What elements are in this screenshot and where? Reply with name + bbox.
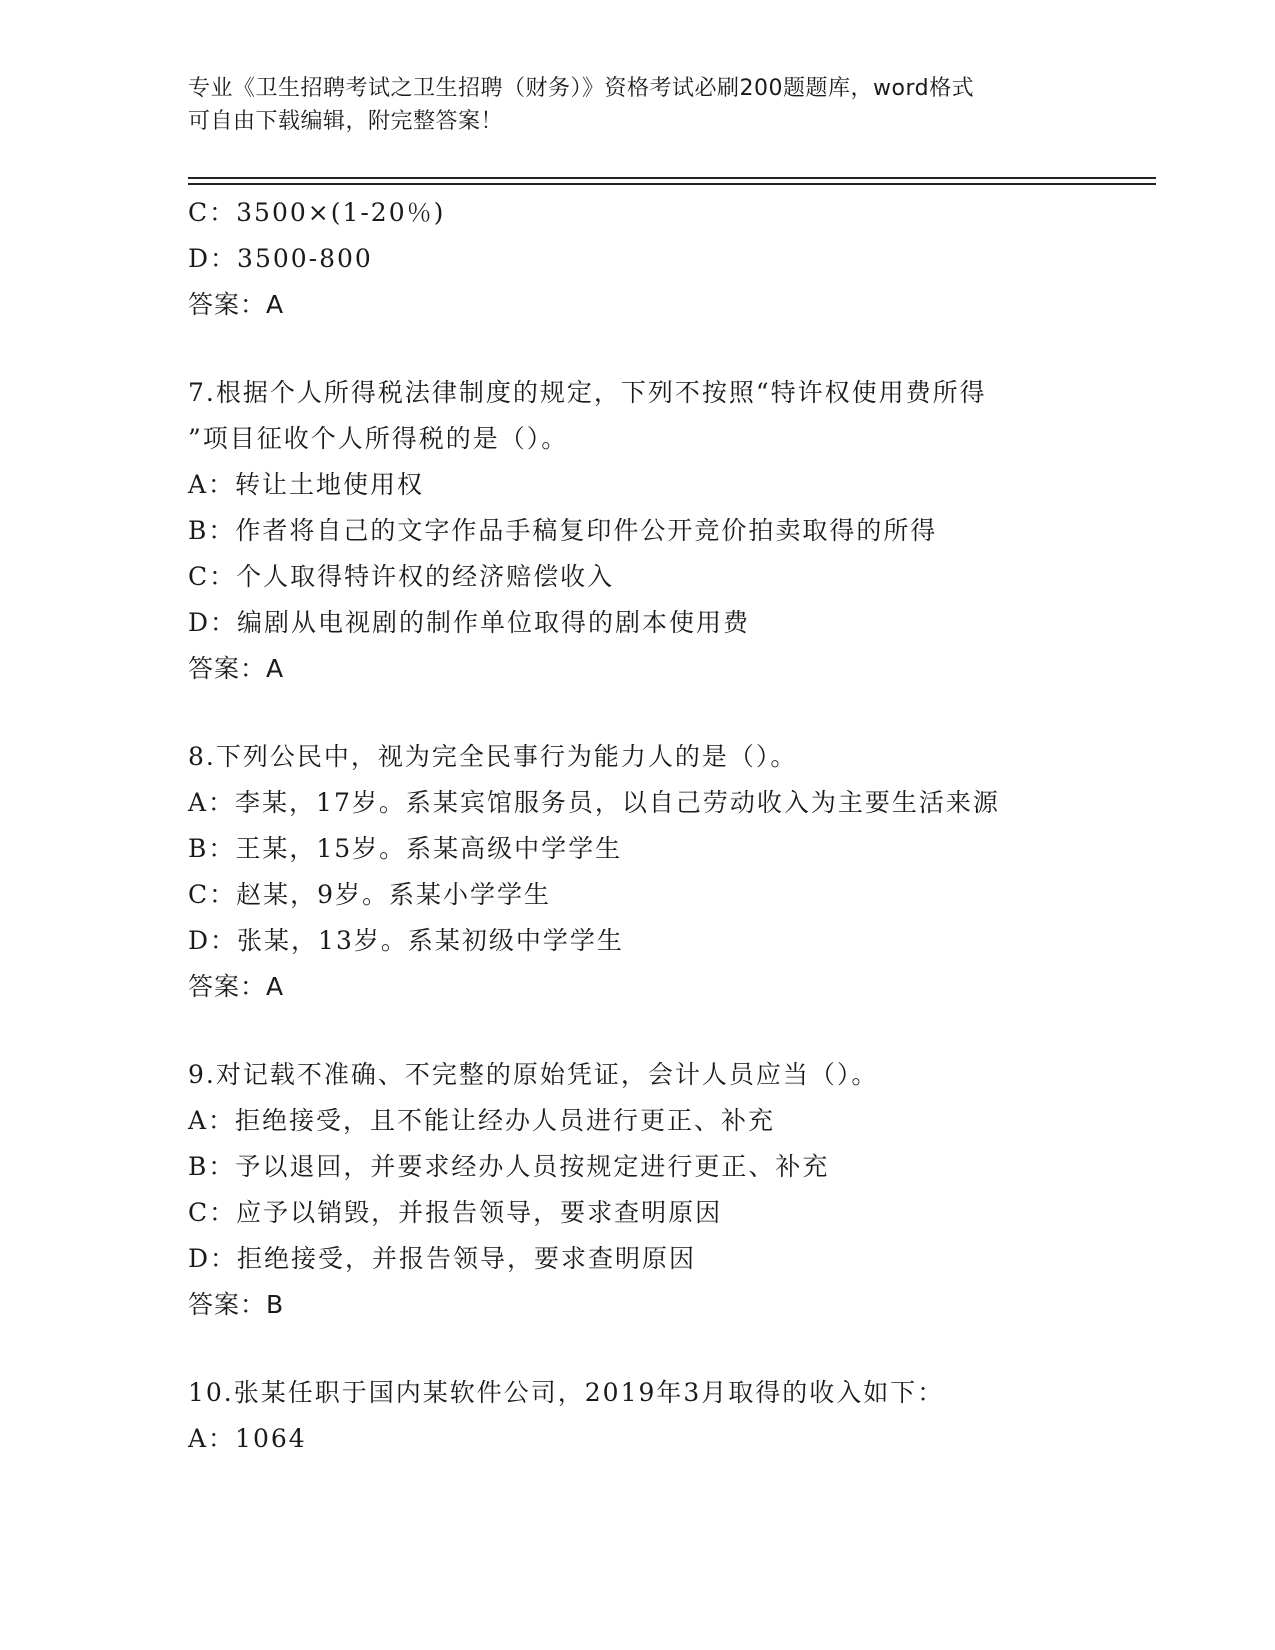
question-list <box>188 190 1148 1462</box>
header-line-1: 专业《卫生招聘考试之卫生招聘（财务）》资格考试必刷200题题库，word格式 <box>188 76 975 101</box>
question-block-9 <box>188 1052 1148 1328</box>
answer-line: 答案：A <box>188 290 285 319</box>
question-block-8 <box>188 734 1148 1010</box>
header-divider-top <box>188 177 1156 179</box>
option-b: B：作者将自己的文字作品手稿复印件公开竞价拍卖取得的所得 <box>188 516 938 545</box>
answer-line: 答案：A <box>188 654 285 683</box>
option-c: C：赵某，9岁。系某小学学生 <box>188 880 552 909</box>
option-b: B：王某，15岁。系某高级中学学生 <box>188 834 623 863</box>
option-c: C：个人取得特许权的经济赔偿收入 <box>188 562 615 591</box>
document-header <box>188 72 1068 138</box>
answer-line: 答案：A <box>188 972 285 1001</box>
option-d: D：拒绝接受，并报告领导，要求查明原因 <box>188 1244 697 1273</box>
question-stem: 7.根据个人所得税法律制度的规定，下列不按照“特许权使用费所得 <box>188 378 987 407</box>
question-stem: ”项目征收个人所得税的是（）。 <box>188 424 569 453</box>
option-a: A：拒绝接受，且不能让经办人员进行更正、补充 <box>188 1106 776 1135</box>
option-d: D：3500-800 <box>188 244 373 273</box>
option-a: A：李某，17岁。系某宾馆服务员，以自己劳动收入为主要生活来源 <box>188 788 1000 817</box>
option-a: A：转让土地使用权 <box>188 470 425 499</box>
option-a: A：1064 <box>188 1424 307 1453</box>
question-stem: 8.下列公民中，视为完全民事行为能力人的是（）。 <box>188 742 798 771</box>
option-d: D：张某，13岁。系某初级中学学生 <box>188 926 624 955</box>
question-stem: 9.对记载不准确、不完整的原始凭证，会计人员应当（）。 <box>188 1060 879 1089</box>
answer-line: 答案：B <box>188 1290 285 1319</box>
question-stem: 10.张某任职于国内某软件公司，2019年3月取得的收入如下： <box>188 1378 945 1407</box>
question-block-7 <box>188 370 1148 692</box>
question-block-6 <box>188 190 1148 328</box>
option-d: D：编剧从电视剧的制作单位取得的剧本使用费 <box>188 608 751 637</box>
option-b: B：予以退回，并要求经办人员按规定进行更正、补充 <box>188 1152 830 1181</box>
header-line-2: 可自由下载编辑，附完整答案！ <box>188 109 504 134</box>
header-divider-bottom <box>188 183 1156 185</box>
option-c: C：3500×(1-20％) <box>188 198 446 227</box>
option-c: C：应予以销毁，并报告领导，要求查明原因 <box>188 1198 723 1227</box>
question-block-10 <box>188 1370 1148 1462</box>
